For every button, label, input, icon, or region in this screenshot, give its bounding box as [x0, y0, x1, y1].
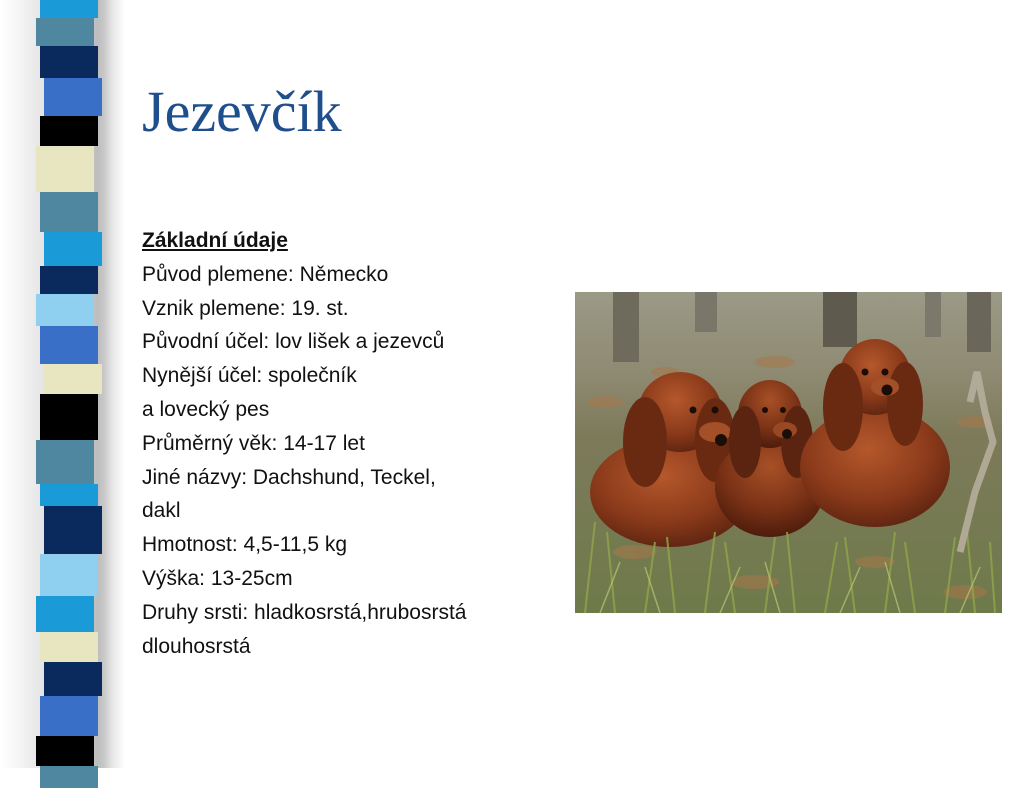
info-line: dlouhosrstá — [142, 634, 251, 658]
info-line: Původ plemene: Německo — [142, 262, 389, 286]
info-line: Vznik plemene: 19. st. — [142, 296, 349, 320]
decorative-stripe — [40, 0, 98, 768]
info-line: Hmotnost: 4,5-11,5 kg — [142, 533, 348, 557]
section-heading: Základní údaje — [142, 229, 288, 252]
dachshunds-photo — [575, 292, 1002, 613]
info-line: Průměrný věk: 14-17 let — [142, 431, 365, 455]
info-list — [142, 224, 562, 663]
info-line: Druhy srsti: hladkosrstá,hrubosrstá — [142, 600, 467, 624]
info-line: Původní účel: lov lišek a jezevců — [142, 330, 445, 354]
info-line: dakl — [142, 499, 181, 523]
info-line: Jiné názvy: Dachshund, Teckel, — [142, 465, 436, 489]
info-line: Výška: 13-25cm — [142, 566, 293, 590]
info-line: a lovecký pes — [142, 397, 270, 421]
slide-title: Jezevčík — [142, 79, 342, 144]
info-line: Nynější účel: společník — [142, 364, 357, 388]
